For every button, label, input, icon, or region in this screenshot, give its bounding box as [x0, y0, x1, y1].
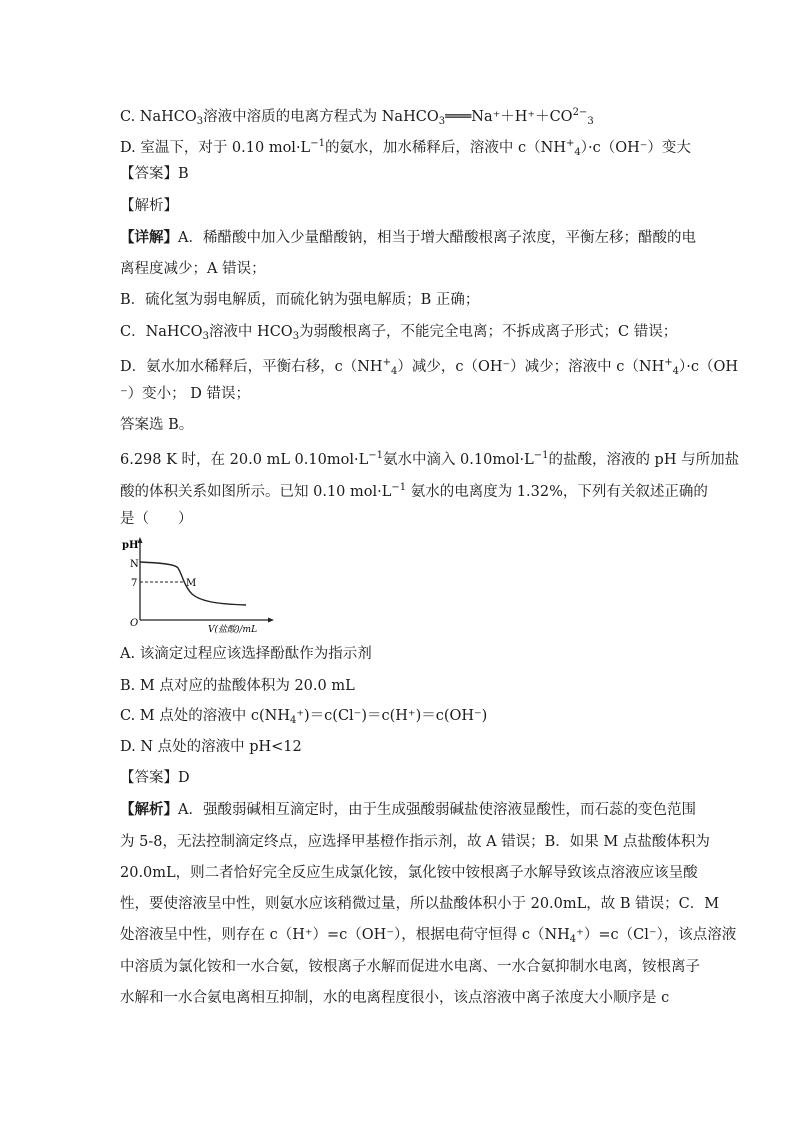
q6-analysis-line2: 为 5-8，无法控制滴定终点，应选择甲基橙作指示剂，故 A 错误；B．如果 M 点盐酸体积为: [120, 834, 710, 850]
q5-detail-d: D．氨水加水稀释后，平衡右移，$c(NH^+_4)$减少，c（OH⁻）减少；溶液中 $c(NH^+_4)\cdot c(OH$: [120, 357, 738, 377]
q5-detail-b: B．硫化氢为弱电解质，而硫化钠为强电解质；B 正确；: [120, 292, 480, 308]
q5-detail-d-cont: ⁻）变小； D 错误；: [120, 386, 250, 402]
q6-analysis-line5: 处溶液呈中性，则存在 c（H⁺）=c（OH⁻），根据电荷守恒得 $c(NH_4^+)=c(Cl^-)$，该点溶液: [120, 927, 737, 945]
q5-conclusion: 答案选 B。: [120, 417, 194, 433]
q5-detail-c: C．NaHCO$_3$溶液中 $HCO_3$为弱酸根离子，不能完全电离；不拆成离子形式；C 错误；: [120, 324, 678, 342]
q5-answer: 【答案】B: [120, 166, 189, 182]
q6-stem-line3: 是（ ）: [120, 511, 193, 527]
q6-option-b: B. M 点对应的盐酸体积为 20.0 mL: [120, 678, 355, 694]
label-n: N: [130, 559, 139, 570]
q6-option-a: A. 该滴定过程应该选择酚酞作为指示剂: [120, 646, 372, 662]
q6-stem-line1: 6.298 K 时，在 20.0 mL $0.10mol\cdot L^{-1}$氨水中滴入 $0.10mol\cdot L^{-1}$的盐酸，溶液的 pH 与所加盐: [120, 450, 740, 468]
q6-answer: 【答案】D: [120, 770, 190, 786]
label-m: M: [186, 578, 197, 589]
q6-analysis-line3: 20.0mL，则二者恰好完全反应生成氯化铵，氯化铵中铵根离子水解导致该点溶液应该呈酸: [120, 865, 698, 881]
x-axis-label: V(盐酸)/mL: [208, 625, 258, 634]
q6-analysis-line7: 水解和一水合氨电离相互抑制，水的电离程度很小，该点溶液中离子浓度大小顺序是 c: [120, 990, 670, 1006]
label-origin: O: [130, 618, 139, 629]
q6-option-c: C. M 点处的溶液中 $c(NH_4^+)=c(Cl^-)=c(H^+)=c(OH^-)$: [120, 708, 488, 726]
q5-option-c: C. NaHCO$_3$溶液中溶质的电离方程式为 $NaHCO_3═══Na^++H^++CO^{2-}_3$: [120, 107, 594, 127]
q6-analysis-line6: 中溶质为氯化铵和一水合氨，铵根离子水解而促进水电离、一水合氨抑制水电离，铵根离子: [120, 959, 700, 975]
q5-option-d: D. 室温下，对于 0.10 $mol\cdot L^{-1}$的氨水，加水稀释后，溶液中 $c(NH^+_4)\cdot c(OH^-)$变大: [120, 138, 691, 158]
x-axis-arrow-icon: [268, 618, 274, 623]
q6-analysis-line1: 【解析】A．强酸弱碱相互滴定时，由于生成强酸弱碱盐使溶液显酸性，而石蕊的变色范围: [120, 801, 696, 818]
y-axis-label: pH: [122, 540, 139, 551]
q5-analysis-title: 【解析】: [120, 198, 178, 214]
q5-detail-a: 【详解】A．稀醋酸中加入少量醋酸钠，相当于增大醋酸根离子浓度，平衡左移；醋酸的电: [120, 229, 696, 246]
label-7: 7: [131, 578, 138, 589]
q6-option-d: D. N 点处的溶液中 pH<12: [120, 739, 302, 755]
q6-stem-line2: 酸的体积关系如图所示。已知 0.10 $mol\cdot L^{-1}$ 氨水的电离度为 1.32%，下列有关叙述正确的: [120, 482, 708, 500]
q5-detail-a-cont: 离程度减少；A 错误；: [120, 261, 266, 277]
q6-analysis-line4: 性，要使溶液呈中性，则氨水应该稍微过量，所以盐酸体积小于 20.0mL，故 B 错误；C．M: [120, 896, 720, 912]
titration-graph: [120, 534, 280, 634]
